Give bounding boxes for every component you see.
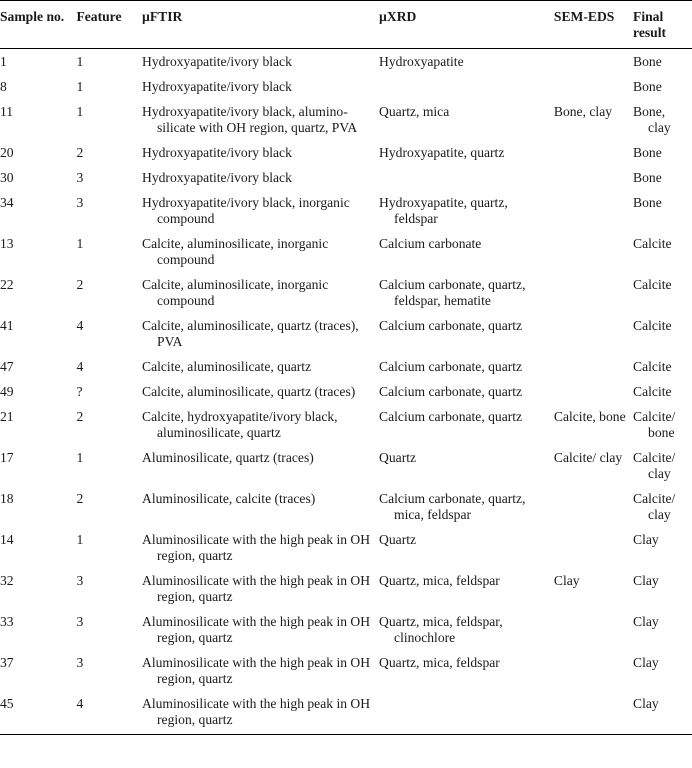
cell-sample-no: [0, 404, 76, 445]
cell-ftir: [142, 609, 379, 650]
cell-feature-text: 4: [76, 696, 84, 711]
table-row: [0, 190, 692, 231]
table-row: [0, 568, 692, 609]
cell-xrd: [379, 486, 554, 527]
cell-feature-text: 1: [76, 532, 84, 547]
cell-ftir: [142, 313, 379, 354]
cell-final-result-text: Calcite/ bone: [633, 409, 676, 440]
table-body: [0, 49, 692, 735]
cell-sample-no: [0, 354, 76, 379]
cell-sample-no: [0, 568, 76, 609]
cell-xrd: [379, 691, 554, 735]
cell-final-result-text: Calcite: [633, 318, 672, 333]
cell-final-result: [633, 445, 692, 486]
cell-feature: [76, 404, 142, 445]
cell-ftir: [142, 568, 379, 609]
cell-ftir: [142, 404, 379, 445]
cell-final-result-text: Clay: [633, 696, 659, 711]
cell-final-result-text: Bone: [633, 195, 662, 210]
header-feature: Feature: [76, 1, 142, 49]
table-row: [0, 445, 692, 486]
cell-final-result: [633, 527, 692, 568]
cell-ftir-text: Calcite, aluminosilicate, quartz (traces): [142, 384, 356, 399]
table-row: [0, 313, 692, 354]
cell-xrd: [379, 404, 554, 445]
cell-xrd-text: Quartz, mica, feldspar: [379, 655, 500, 670]
cell-ftir-text: Aluminosilicate with the high peak in OH region, quartz: [142, 573, 371, 604]
cell-ftir: [142, 231, 379, 272]
cell-final-result-text: Bone: [633, 145, 662, 160]
cell-sample-no: [0, 231, 76, 272]
cell-sem-eds-text: Calcite, bone: [553, 409, 626, 424]
cell-ftir: [142, 190, 379, 231]
cell-sem-eds: [554, 609, 633, 650]
cell-sample-no-text: 30: [0, 170, 14, 185]
cell-ftir-text: Aluminosilicate with the high peak in OH region, quartz: [142, 532, 371, 563]
table-row: [0, 527, 692, 568]
cell-xrd-text: Quartz, mica: [379, 104, 450, 119]
cell-sample-no: [0, 74, 76, 99]
cell-sem-eds: [554, 568, 633, 609]
table-row: [0, 404, 692, 445]
cell-final-result: [633, 404, 692, 445]
cell-feature: [76, 527, 142, 568]
cell-sem-eds: [554, 165, 633, 190]
cell-final-result: [633, 379, 692, 404]
cell-sample-no: [0, 272, 76, 313]
cell-final-result-text: Bone, clay: [633, 104, 671, 135]
cell-final-result: [633, 313, 692, 354]
cell-ftir: [142, 49, 379, 75]
cell-feature: [76, 313, 142, 354]
cell-ftir-text: Aluminosilicate with the high peak in OH region, quartz: [142, 696, 371, 727]
cell-xrd-text: Hydroxyapatite, quartz: [379, 145, 505, 160]
cell-xrd: [379, 99, 554, 140]
header-xrd: µXRD: [379, 1, 554, 49]
cell-ftir: [142, 379, 379, 404]
cell-feature-text: 1: [76, 54, 84, 69]
cell-sample-no-text: 1: [0, 54, 7, 69]
cell-ftir: [142, 99, 379, 140]
cell-sample-no-text: 8: [0, 79, 7, 94]
cell-sample-no-text: 37: [0, 655, 14, 670]
table-row: [0, 99, 692, 140]
cell-sem-eds-text: Clay: [553, 573, 580, 588]
cell-feature: [76, 609, 142, 650]
cell-sample-no: [0, 445, 76, 486]
cell-xrd: [379, 49, 554, 75]
cell-ftir: [142, 165, 379, 190]
cell-final-result: [633, 486, 692, 527]
cell-feature-text: 1: [76, 104, 84, 119]
cell-sample-no: [0, 609, 76, 650]
cell-xrd: [379, 568, 554, 609]
cell-feature: [76, 379, 142, 404]
cell-ftir: [142, 650, 379, 691]
table-row: [0, 272, 692, 313]
cell-sem-eds: [554, 313, 633, 354]
table-row: [0, 691, 692, 735]
cell-ftir-text: Aluminosilicate with the high peak in OH region, quartz: [142, 655, 371, 686]
table-row: [0, 354, 692, 379]
cell-sem-eds: [554, 445, 633, 486]
cell-xrd: [379, 609, 554, 650]
cell-xrd-text: Calcium carbonate, quartz, feldspar, hematite: [379, 277, 526, 308]
cell-ftir: [142, 74, 379, 99]
cell-feature: [76, 74, 142, 99]
cell-final-result: [633, 74, 692, 99]
cell-final-result-text: Calcite/ clay: [633, 491, 676, 522]
cell-xrd: [379, 140, 554, 165]
cell-sem-eds: [554, 691, 633, 735]
cell-ftir-text: Aluminosilicate, calcite (traces): [142, 491, 316, 506]
cell-ftir-text: Aluminosilicate, quartz (traces): [142, 450, 314, 465]
header-final-result: Final result: [633, 1, 692, 49]
table-row: [0, 49, 692, 75]
cell-feature-text: 1: [76, 450, 84, 465]
cell-sample-no: [0, 691, 76, 735]
cell-feature: [76, 231, 142, 272]
cell-sample-no: [0, 379, 76, 404]
cell-final-result-text: Calcite/ clay: [633, 450, 676, 481]
cell-sem-eds: [554, 140, 633, 165]
cell-sem-eds: [554, 404, 633, 445]
cell-final-result: [633, 609, 692, 650]
cell-feature-text: 3: [76, 573, 84, 588]
cell-sample-no: [0, 313, 76, 354]
cell-ftir: [142, 691, 379, 735]
cell-sample-no-text: 21: [0, 409, 14, 424]
header-sem-eds: SEM-EDS: [554, 1, 633, 49]
cell-sem-eds: [554, 74, 633, 99]
cell-xrd-text: Calcium carbonate, quartz: [379, 409, 523, 424]
cell-sample-no: [0, 140, 76, 165]
cell-sample-no-text: 11: [0, 104, 14, 119]
cell-ftir-text: Hydroxyapatite/ivory black: [142, 54, 292, 69]
cell-sample-no-text: 14: [0, 532, 14, 547]
cell-sample-no: [0, 165, 76, 190]
cell-final-result-text: Clay: [633, 573, 659, 588]
cell-sem-eds-text: Bone, clay: [553, 104, 613, 119]
cell-final-result-text: Bone: [633, 54, 662, 69]
cell-ftir-text: Calcite, aluminosilicate, inorganic compound: [142, 277, 329, 308]
cell-xrd-text: Quartz, mica, feldspar, clinochlore: [379, 614, 503, 645]
cell-sample-no-text: 45: [0, 696, 14, 711]
cell-feature-text: 2: [76, 145, 84, 160]
cell-final-result: [633, 272, 692, 313]
cell-sem-eds-text: Calcite/ clay: [553, 450, 623, 465]
table-row: [0, 609, 692, 650]
cell-final-result-text: Bone: [633, 170, 662, 185]
cell-xrd-text: Quartz: [379, 532, 417, 547]
header-sample-no: Sample no.: [0, 1, 76, 49]
cell-sem-eds: [554, 527, 633, 568]
cell-ftir: [142, 140, 379, 165]
cell-sem-eds: [554, 99, 633, 140]
cell-sem-eds: [554, 272, 633, 313]
cell-xrd-text: Hydroxyapatite, quartz, feldspar: [379, 195, 508, 226]
cell-sample-no-text: 17: [0, 450, 14, 465]
cell-feature-text: 4: [76, 318, 84, 333]
cell-ftir: [142, 445, 379, 486]
cell-ftir: [142, 486, 379, 527]
cell-feature-text: 3: [76, 655, 84, 670]
cell-feature: [76, 650, 142, 691]
cell-sample-no-text: 18: [0, 491, 14, 506]
cell-feature-text: 4: [76, 359, 84, 374]
cell-xrd: [379, 190, 554, 231]
cell-sem-eds: [554, 650, 633, 691]
cell-xrd: [379, 527, 554, 568]
cell-feature-text: 3: [76, 614, 84, 629]
cell-sample-no: [0, 527, 76, 568]
cell-feature: [76, 49, 142, 75]
cell-xrd: [379, 445, 554, 486]
cell-sample-no-text: 20: [0, 145, 14, 160]
cell-feature: [76, 165, 142, 190]
cell-sample-no: [0, 99, 76, 140]
cell-xrd-text: Calcium carbonate, quartz: [379, 318, 523, 333]
cell-final-result: [633, 140, 692, 165]
table-row: [0, 74, 692, 99]
cell-sem-eds: [554, 190, 633, 231]
cell-feature: [76, 445, 142, 486]
cell-sample-no-text: 13: [0, 236, 14, 251]
cell-feature-text: 2: [76, 277, 84, 292]
cell-final-result-text: Clay: [633, 532, 659, 547]
cell-feature: [76, 272, 142, 313]
cell-sem-eds: [554, 231, 633, 272]
cell-final-result: [633, 691, 692, 735]
table-row: [0, 486, 692, 527]
cell-final-result: [633, 231, 692, 272]
cell-final-result-text: Clay: [633, 655, 659, 670]
header-ftir: µFTIR: [142, 1, 379, 49]
table-row: [0, 140, 692, 165]
cell-final-result-text: Calcite: [633, 236, 672, 251]
cell-feature: [76, 140, 142, 165]
cell-sample-no-text: 41: [0, 318, 14, 333]
cell-final-result: [633, 49, 692, 75]
cell-feature-text: 2: [76, 409, 84, 424]
cell-ftir: [142, 527, 379, 568]
cell-feature: [76, 568, 142, 609]
cell-xrd-text: Calcium carbonate, quartz: [379, 359, 523, 374]
cell-final-result-text: Bone: [633, 79, 662, 94]
cell-feature: [76, 190, 142, 231]
cell-xrd: [379, 74, 554, 99]
header-row: [0, 1, 692, 49]
cell-xrd: [379, 354, 554, 379]
cell-feature: [76, 691, 142, 735]
table-row: [0, 231, 692, 272]
cell-sample-no-text: 22: [0, 277, 14, 292]
cell-feature: [76, 99, 142, 140]
cell-ftir-text: Calcite, aluminosilicate, inorganic compound: [142, 236, 329, 267]
table-row: [0, 165, 692, 190]
cell-xrd: [379, 272, 554, 313]
cell-sample-no-text: 33: [0, 614, 14, 629]
cell-xrd: [379, 650, 554, 691]
cell-sample-no-text: 34: [0, 195, 14, 210]
cell-sem-eds: [554, 49, 633, 75]
cell-sample-no-text: 49: [0, 384, 14, 399]
cell-final-result-text: Calcite: [633, 384, 672, 399]
cell-ftir-text: Hydroxyapatite/ivory black: [142, 79, 292, 94]
cell-xrd: [379, 165, 554, 190]
cell-ftir-text: Aluminosilicate with the high peak in OH region, quartz: [142, 614, 371, 645]
cell-sample-no: [0, 49, 76, 75]
cell-feature-text: ?: [76, 384, 83, 399]
cell-ftir: [142, 272, 379, 313]
cell-final-result: [633, 190, 692, 231]
cell-feature-text: 1: [76, 79, 84, 94]
cell-final-result-text: Calcite: [633, 277, 672, 292]
cell-sample-no-text: 32: [0, 573, 14, 588]
cell-ftir-text: Calcite, aluminosilicate, quartz: [142, 359, 312, 374]
cell-feature-text: 3: [76, 170, 84, 185]
cell-final-result-text: Clay: [633, 614, 659, 629]
cell-xrd-text: Calcium carbonate, quartz: [379, 384, 523, 399]
cell-feature-text: 2: [76, 491, 84, 506]
cell-ftir: [142, 354, 379, 379]
cell-final-result: [633, 568, 692, 609]
cell-sem-eds: [554, 486, 633, 527]
cell-feature: [76, 354, 142, 379]
cell-xrd-text: Quartz: [379, 450, 417, 465]
cell-sample-no: [0, 486, 76, 527]
cell-ftir-text: Calcite, aluminosilicate, quartz (traces), PVA: [142, 318, 359, 349]
cell-xrd-text: Calcium carbonate: [379, 236, 482, 251]
cell-feature: [76, 486, 142, 527]
cell-xrd: [379, 313, 554, 354]
cell-sample-no: [0, 190, 76, 231]
table-row: [0, 650, 692, 691]
cell-ftir-text: Hydroxyapatite/ivory black, alumino-silicate with OH region, quartz, PVA: [142, 104, 358, 135]
cell-ftir-text: Hydroxyapatite/ivory black: [142, 170, 292, 185]
cell-xrd-text: Hydroxyapatite: [379, 54, 464, 69]
cell-final-result-text: Calcite: [633, 359, 672, 374]
table-row: [0, 379, 692, 404]
cell-xrd: [379, 379, 554, 404]
cell-xrd: [379, 231, 554, 272]
cell-sem-eds: [554, 379, 633, 404]
cell-sample-no-text: 47: [0, 359, 14, 374]
cell-ftir-text: Calcite, hydroxyapatite/ivory black, aluminosilicate, quartz: [142, 409, 338, 440]
cell-xrd-text: Quartz, mica, feldspar: [379, 573, 500, 588]
cell-final-result: [633, 354, 692, 379]
cell-ftir-text: Hydroxyapatite/ivory black, inorganic compound: [142, 195, 350, 226]
cell-final-result: [633, 99, 692, 140]
cell-feature-text: 3: [76, 195, 84, 210]
cell-sample-no: [0, 650, 76, 691]
cell-ftir-text: Hydroxyapatite/ivory black: [142, 145, 292, 160]
cell-final-result: [633, 650, 692, 691]
cell-final-result: [633, 165, 692, 190]
cell-xrd-text: Calcium carbonate, quartz, mica, feldspar: [379, 491, 526, 522]
cell-sem-eds: [554, 354, 633, 379]
cell-feature-text: 1: [76, 236, 84, 251]
